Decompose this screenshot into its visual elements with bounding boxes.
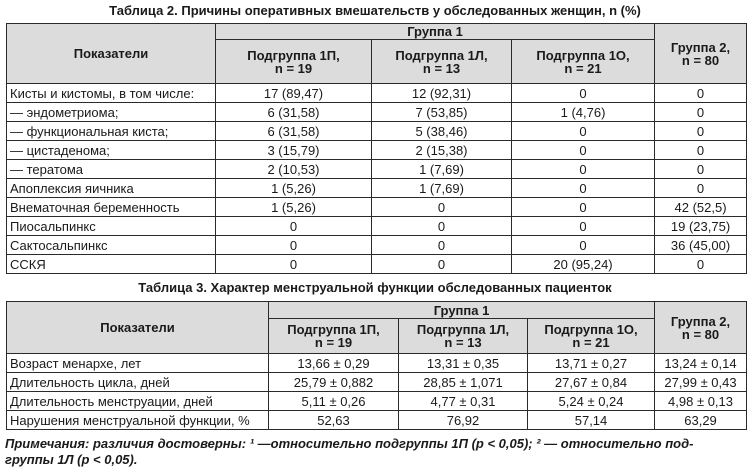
subgroup-1o-n: n = 21 [572, 335, 610, 350]
cell-subgroup-1o: 27,67 ± 0,84 [528, 373, 655, 392]
cell-subgroup-1l: 1 (7,69) [372, 160, 512, 179]
row-label: Нарушения менструальной функции, % [7, 411, 269, 430]
cell-subgroup-1l: 4,77 ± 0,31 [399, 392, 528, 411]
header-group-2-n: n = 80 [681, 326, 720, 342]
table-row [7, 411, 747, 430]
table-row [7, 373, 747, 392]
header-subgroup-1o [512, 40, 655, 84]
table-notes [5, 436, 747, 468]
cell-group-2: 0 [655, 84, 747, 103]
row-label: — цистаденома; [7, 141, 216, 160]
table-row [7, 179, 747, 198]
cell-subgroup-1p: 3 (15,79) [216, 141, 372, 160]
subgroup-1l-n: n = 13 [444, 335, 482, 350]
cell-subgroup-1l: 28,85 ± 1,071 [399, 373, 528, 392]
table-row [7, 122, 747, 141]
table-2 [6, 23, 747, 274]
cell-group-2: 27,99 ± 0,43 [655, 373, 747, 392]
header-group-1: Группа 1 [216, 24, 655, 40]
table-row [7, 236, 747, 255]
header-subgroup-1p [269, 319, 399, 354]
row-label: — эндометриома; [7, 103, 216, 122]
row-label: Длительность менструации, дней [7, 392, 269, 411]
row-label: Внематочная беременность [7, 198, 216, 217]
row-label: ССКЯ [7, 255, 216, 274]
cell-subgroup-1p: 1 (5,26) [216, 198, 372, 217]
cell-subgroup-1o: 0 [512, 179, 655, 198]
cell-subgroup-1p: 6 (31,58) [216, 103, 372, 122]
table-row [7, 84, 747, 103]
cell-subgroup-1l: 7 (53,85) [372, 103, 512, 122]
cell-subgroup-1l: 1 (7,69) [372, 179, 512, 198]
cell-subgroup-1o: 0 [512, 217, 655, 236]
table-2-caption: Таблица 2. Причины оперативных вмешательств у обследованных женщин, n (%) [109, 3, 641, 18]
subgroup-1p-title: Подгруппа 1П, [247, 47, 340, 63]
row-label: — функциональная киста; [7, 122, 216, 141]
notes-line-2: группы 1Л (p < 0,05). [5, 452, 138, 467]
subgroup-1l-n: n = 13 [422, 60, 461, 76]
cell-subgroup-1o: 20 (95,24) [512, 255, 655, 274]
cell-subgroup-1o: 1 (4,76) [512, 103, 655, 122]
table-row [7, 160, 747, 179]
cell-group-2: 0 [655, 141, 747, 160]
cell-subgroup-1l: 13,31 ± 0,35 [399, 354, 528, 373]
cell-subgroup-1o: 0 [512, 160, 655, 179]
cell-subgroup-1l: 12 (92,31) [372, 84, 512, 103]
row-label: Сактосальпинкс [7, 236, 216, 255]
cell-subgroup-1p: 17 (89,47) [216, 84, 372, 103]
subgroup-1o-title: Подгруппа 1О, [544, 322, 638, 337]
cell-subgroup-1o: 0 [512, 84, 655, 103]
cell-group-2: 0 [655, 255, 747, 274]
cell-subgroup-1o: 0 [512, 141, 655, 160]
cell-subgroup-1p: 1 (5,26) [216, 179, 372, 198]
cell-group-2: 0 [655, 179, 747, 198]
table-row [7, 354, 747, 373]
table-row [7, 392, 747, 411]
cell-subgroup-1p: 2 (10,53) [216, 160, 372, 179]
row-label: Апоплексия яичника [7, 179, 216, 198]
subgroup-1p-n: n = 19 [274, 60, 313, 76]
header-group-1: Группа 1 [269, 302, 655, 319]
header-subgroup-1p [216, 40, 372, 84]
header-group-2-n: n = 80 [681, 52, 720, 68]
table-row [7, 217, 747, 236]
cell-subgroup-1l: 0 [372, 255, 512, 274]
table-row [7, 103, 747, 122]
table-row [7, 198, 747, 217]
cell-subgroup-1p: 25,79 ± 0,882 [269, 373, 399, 392]
cell-subgroup-1o: 0 [512, 236, 655, 255]
cell-subgroup-1o: 0 [512, 198, 655, 217]
cell-group-2: 0 [655, 103, 747, 122]
table-row [7, 255, 747, 274]
cell-subgroup-1l: 0 [372, 236, 512, 255]
cell-subgroup-1l: 5 (38,46) [372, 122, 512, 141]
row-label: Длительность цикла, дней [7, 373, 269, 392]
cell-subgroup-1p: 13,66 ± 0,29 [269, 354, 399, 373]
cell-subgroup-1p: 5,11 ± 0,26 [269, 392, 399, 411]
subgroup-1o-n: n = 21 [564, 60, 602, 76]
header-subgroup-1o [528, 319, 655, 354]
cell-group-2: 42 (52,5) [655, 198, 747, 217]
header-subgroup-1l [372, 40, 512, 84]
cell-group-2: 63,29 [655, 411, 747, 430]
subgroup-1l-title: Подгруппа 1Л, [395, 47, 488, 63]
cell-subgroup-1l: 0 [372, 217, 512, 236]
cell-subgroup-1p: 52,63 [269, 411, 399, 430]
cell-group-2: 13,24 ± 0,14 [655, 354, 747, 373]
cell-group-2: 19 (23,75) [655, 217, 747, 236]
header-group-2-title: Группа 2, [670, 313, 731, 329]
subgroup-1l-title: Подгруппа 1Л, [416, 322, 510, 337]
row-label: Пиосальпинкс [7, 217, 216, 236]
cell-group-2: 0 [655, 160, 747, 179]
cell-subgroup-1o: 0 [512, 122, 655, 141]
row-label: Возраст менархе, лет [7, 354, 269, 373]
cell-subgroup-1l: 2 (15,38) [372, 141, 512, 160]
cell-group-2: 4,98 ± 0,13 [655, 392, 747, 411]
subgroup-1p-n: n = 19 [314, 335, 353, 350]
row-label: Кисты и кистомы, в том числе: [7, 84, 216, 103]
cell-subgroup-1l: 76,92 [399, 411, 528, 430]
cell-group-2: 36 (45,00) [655, 236, 747, 255]
notes-line-1: Примечания: различия достоверны: ¹ —относительно подгруппы 1П (p < 0,05); ² — относительно под- [5, 436, 694, 451]
cell-subgroup-1p: 6 (31,58) [216, 122, 372, 141]
cell-group-2: 0 [655, 122, 747, 141]
header-indicators: Показатели [7, 302, 269, 354]
table-3 [6, 301, 747, 430]
row-label: — тератома [7, 160, 216, 179]
cell-subgroup-1p: 0 [216, 255, 372, 274]
cell-subgroup-1o: 57,14 [528, 411, 655, 430]
header-subgroup-1l [399, 319, 528, 354]
subgroup-1o-title: Подгруппа 1О, [536, 47, 630, 63]
cell-subgroup-1o: 13,71 ± 0,27 [528, 354, 655, 373]
cell-subgroup-1o: 5,24 ± 0,24 [528, 392, 655, 411]
header-group-2 [655, 24, 747, 84]
subgroup-1p-title: Подгруппа 1П, [287, 322, 380, 337]
cell-subgroup-1l: 0 [372, 198, 512, 217]
cell-subgroup-1p: 0 [216, 236, 372, 255]
table-row [7, 141, 747, 160]
header-group-2-title: Группа 2, [670, 39, 731, 55]
header-group-2 [655, 302, 747, 354]
cell-subgroup-1p: 0 [216, 217, 372, 236]
header-indicators: Показатели [7, 24, 216, 84]
table-3-caption: Таблица 3. Характер менструальной функции обследованных пациенток [138, 280, 612, 295]
